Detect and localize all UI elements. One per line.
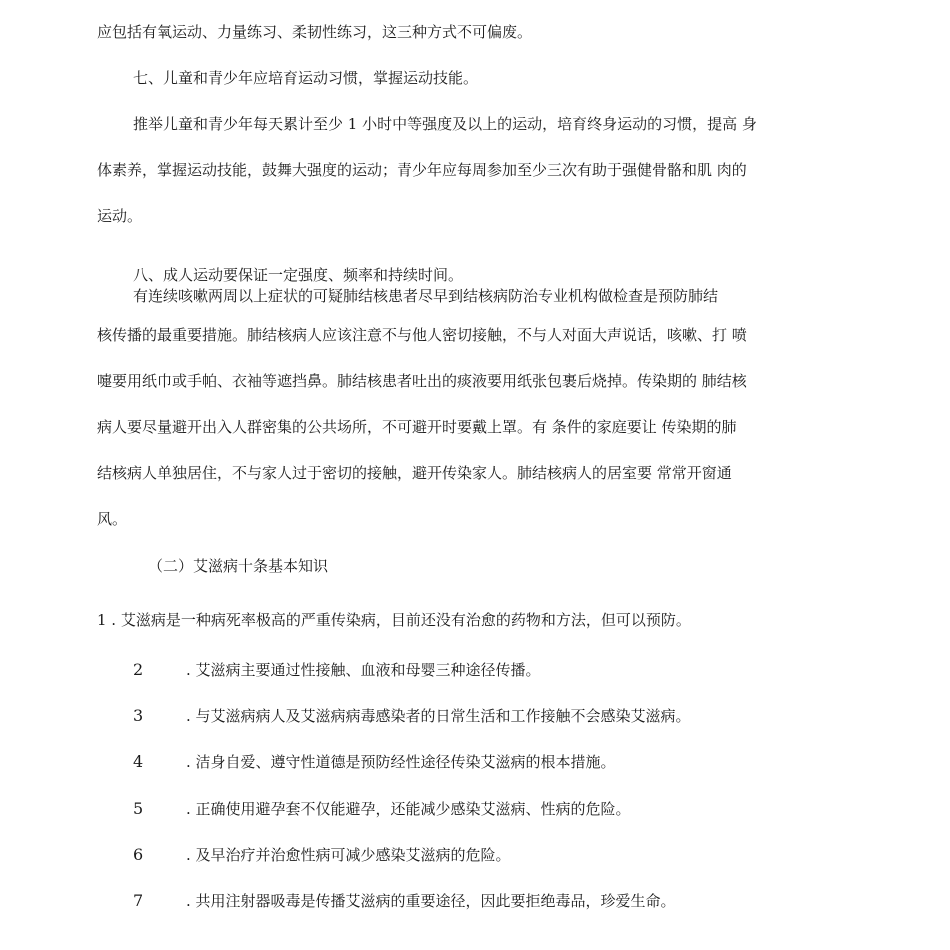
paragraph-line: 有连续咳嗽两周以上症状的可疑肺结核患者尽早到结核病防治专业机构做检查是预防肺结 bbox=[133, 287, 719, 305]
section-heading-8: 八、成人运动要保证一定强度、频率和持续时间。 bbox=[133, 266, 464, 284]
list-item-number: 6 bbox=[133, 845, 144, 864]
paragraph-line: 病人要尽量避开出入人群密集的公共场所，不可避开时要戴上罩。有 条件的家庭要让 传染期的肺 bbox=[97, 418, 737, 436]
list-item-number: 2 bbox=[133, 660, 144, 679]
list-item-1: 1 . 艾滋病是一种病死率极高的严重传染病，目前还没有治愈的药物和方法，但可以预防。 bbox=[97, 611, 691, 629]
paragraph-line: 核传播的最重要措施。肺结核病人应该注意不与他人密切接触，不与人对面大声说话，咳嗽、打 喷 bbox=[97, 326, 747, 344]
paragraph-line: 结核病人单独居住，不与家人过于密切的接触，避开传染家人。肺结核病人的居室要 常常开窗通 bbox=[97, 464, 732, 482]
subsection-title: （二）艾滋病十条基本知识 bbox=[148, 557, 329, 575]
paragraph-line: 推举儿童和青少年每天累计至少 1 小时中等强度及以上的运动，培育终身运动的习惯，提高 身 bbox=[133, 115, 757, 133]
paragraph-line: 应包括有氧运动、力量练习、柔韧性练习，这三种方式不可偏废。 bbox=[97, 23, 533, 41]
list-item-text: . 及早治疗并治愈性病可减少感染艾滋病的危险。 bbox=[186, 846, 511, 864]
list-item-text: . 艾滋病主要通过性接触、血液和母婴三种途径传播。 bbox=[186, 661, 541, 679]
paragraph-line: 嚏要用纸巾或手帕、衣袖等遮挡鼻。肺结核患者吐出的痰液要用纸张包裹后烧掉。传染期的 肺结核 bbox=[97, 372, 747, 390]
paragraph-line: 体素养，掌握运动技能，鼓舞大强度的运动；青少年应每周参加至少三次有助于强健骨骼和肌 肉的 bbox=[97, 161, 747, 179]
list-item-number: 4 bbox=[133, 752, 144, 771]
list-item-text: . 洁身自爱、遵守性道德是预防经性途径传染艾滋病的根本措施。 bbox=[186, 753, 616, 771]
paragraph-line: 运动。 bbox=[97, 207, 143, 225]
list-item-number: 7 bbox=[133, 891, 144, 910]
list-item-number: 3 bbox=[133, 706, 144, 725]
list-item-text: . 正确使用避孕套不仅能避孕，还能减少感染艾滋病、性病的危险。 bbox=[186, 800, 631, 818]
section-heading-7: 七、儿童和青少年应培育运动习惯，掌握运动技能。 bbox=[133, 69, 479, 87]
list-item-text: . 共用注射器吸毒是传播艾滋病的重要途径，因此要拒绝毒品，珍爱生命。 bbox=[186, 892, 676, 910]
list-item-number: 5 bbox=[133, 799, 144, 818]
list-item-text: . 与艾滋病病人及艾滋病病毒感染者的日常生活和工作接触不会感染艾滋病。 bbox=[186, 707, 691, 725]
paragraph-line: 风。 bbox=[97, 510, 128, 528]
